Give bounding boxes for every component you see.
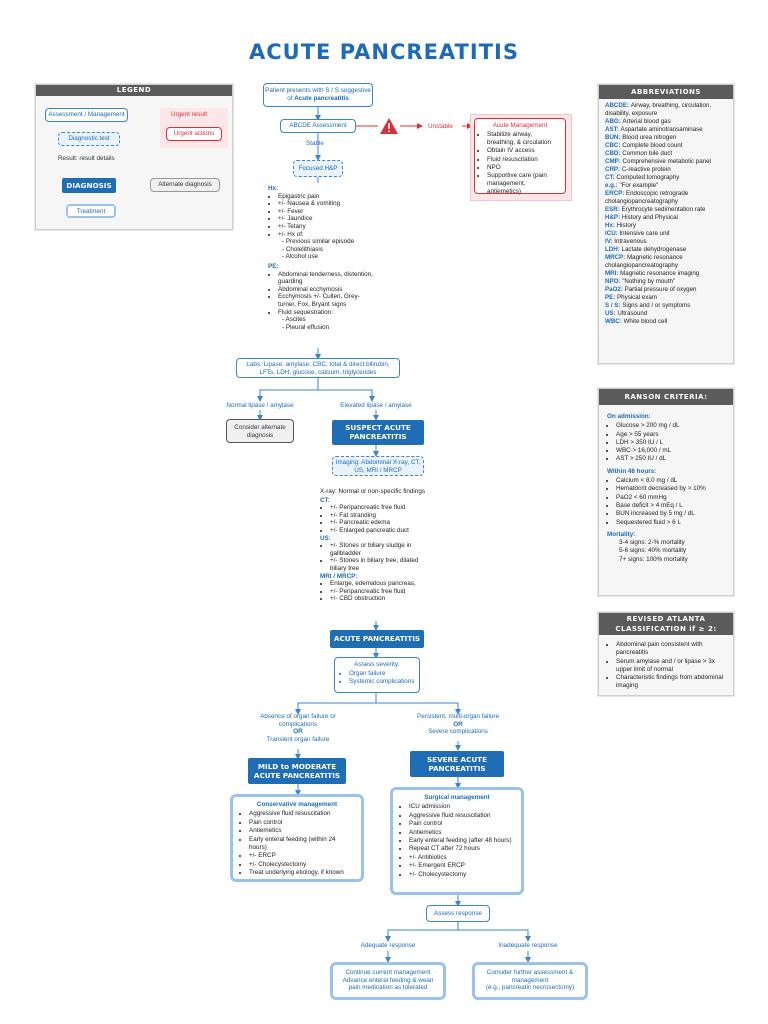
continue-title: Continue current management: [345, 969, 431, 976]
pe-item: • Ecchymosis +/- Cullen, Grey-turner, Fox, Bryant signs: [278, 293, 376, 308]
abbreviation-key: CMP:: [605, 158, 623, 165]
abbreviation-item: [605, 286, 727, 294]
hx-item: • +/- Jaundice: [278, 215, 376, 223]
abbreviation-value: "For example": [619, 182, 659, 189]
focused-hp-box: Focused H&P: [293, 160, 343, 177]
abbreviation-key: CBD:: [605, 150, 623, 157]
abbreviation-value: Airway, breathing, circulation, disability, exposure: [605, 102, 712, 117]
mri-item: • +/- Peripancreatic free fluid: [330, 588, 432, 596]
abbreviation-key: e.g.:: [605, 182, 620, 189]
surgical-item: • +/- Emergent ERCP: [409, 862, 515, 870]
within-list: [607, 477, 725, 527]
right-cond-1: Persistent, multi-organ failure: [417, 713, 499, 720]
severity-title: Assess severity:: [354, 661, 400, 668]
acute-pancreatitis-box: ACUTE PANCREATITIS: [330, 630, 424, 648]
imaging-findings: [320, 488, 432, 603]
within-item: • BUN increased by 5 mg / dL: [616, 510, 725, 518]
atlanta-header: REVISED ATLANTA CLASSIFICATION if ≥ 2:: [599, 613, 733, 635]
acute-management-item: • Supportive care (pain management, antiemetics): [487, 172, 561, 197]
severity-list: [339, 670, 415, 686]
mri-item: • Enlarge, edematous pancreas,: [330, 580, 432, 588]
atlanta-body: [599, 635, 733, 695]
severe-ap-box: SEVERE ACUTE PANCREATITIS: [410, 751, 504, 777]
severity-item: • Systemic complications: [349, 678, 415, 686]
us-list: [320, 542, 432, 572]
admission-item: • Age > 55 years: [616, 431, 725, 439]
hx-item: • Epigastric pain: [278, 193, 376, 201]
us-label: US:: [320, 534, 331, 542]
abbreviation-key: US:: [605, 310, 618, 317]
hx-item: • +/- Nausea & vomiting: [278, 200, 376, 208]
conservative-item: • Aggressive fluid resuscitation: [249, 810, 355, 818]
abbreviation-key: LDH:: [605, 246, 622, 253]
surgical-item: • Antiemetics: [409, 829, 515, 837]
abbreviation-key: WBC:: [605, 318, 624, 325]
abbreviation-key: CRP:: [605, 166, 622, 173]
start-box: Patient presents with S / S suggestive of Acute pancreatitis: [263, 83, 373, 107]
abbreviation-item: [605, 310, 727, 318]
abbreviation-key: CT:: [605, 174, 617, 181]
ct-item: • +/- Peripancreatic free fluid: [330, 504, 432, 512]
legend-treatment: Treatment: [66, 204, 116, 218]
hx-label: Hx:: [268, 185, 279, 192]
abbreviation-item: [605, 126, 727, 134]
ranson-body: [599, 405, 733, 568]
abbreviation-value: Computed tomography: [616, 174, 680, 181]
abbreviation-item: [605, 190, 727, 206]
abbreviation-key: BUN:: [605, 134, 623, 141]
labs-box: Labs: Lipase, amylase, CBC, total & direct bilirubin, LFTs, LDH, glucose, calcium, triglycerides: [236, 358, 400, 378]
abbreviation-key: H&P:: [605, 214, 622, 221]
mortality-label: Mortality:: [607, 530, 636, 538]
acute-management-title: Acute Management: [492, 122, 548, 129]
ranson-panel: [598, 388, 734, 596]
conservative-item: • Pain control: [249, 819, 355, 827]
abbreviation-key: NPO:: [605, 278, 623, 285]
abbreviation-key: S / S:: [605, 302, 623, 309]
conservative-item: • Antiemetics: [249, 827, 355, 835]
pe-list: [268, 271, 376, 317]
acute-management-item: • Fluid resuscitation: [487, 156, 561, 164]
further-title: Consider further assessment & management: [486, 969, 574, 984]
pe-label: PE:: [268, 262, 279, 270]
abbreviation-value: White blood cell: [623, 318, 668, 325]
abbreviation-item: [605, 182, 727, 190]
abbreviation-item: [605, 134, 727, 142]
atlanta-item: • Characteristic findings from abdominal imaging: [616, 674, 725, 691]
abbreviation-value: Physical exam: [617, 294, 657, 301]
ct-item: • +/- Fat stranding: [330, 512, 432, 520]
mri-label: MRI / MRCP:: [320, 572, 358, 580]
abbreviation-item: [605, 102, 727, 118]
pe-item: • Fluid sequestration:: [278, 309, 376, 317]
abbreviation-key: ERCP:: [605, 190, 626, 197]
abbreviation-value: Partial pressure of oxygen: [624, 286, 697, 293]
atlanta-list: [607, 641, 725, 691]
abbreviation-value: Arterial blood gas: [622, 118, 671, 125]
abbreviation-item: [605, 118, 727, 126]
abbreviation-value: History: [616, 222, 636, 229]
hx-item: • +/- Fever: [278, 208, 376, 216]
abbreviation-value: Lactate dehydrogenase: [621, 246, 687, 253]
page-title: ACUTE PANCREATITIS: [249, 40, 519, 64]
hx-list: [268, 193, 376, 239]
abbreviation-value: Magnetic resonance imaging: [620, 270, 700, 277]
mri-item: • +/- CBD obstruction: [330, 595, 432, 603]
us-item: • +/- Stones in biliary tree, dilated biliary tree: [330, 557, 432, 572]
abbreviation-value: Ultrasound: [617, 310, 648, 317]
adequate-label: Adequate response: [360, 942, 416, 949]
history-exam-section: [268, 185, 376, 331]
acute-management-box: [474, 118, 566, 194]
suspect-ap-box: SUSPECT ACUTE PANCREATITIS: [332, 420, 424, 445]
right-or: OR: [453, 720, 463, 728]
stable-label: Stable: [306, 140, 324, 147]
hx-item: • +/- Hx of:: [278, 231, 376, 239]
abbreviation-item: [605, 246, 727, 254]
abbreviation-value: Intensive care unit: [619, 230, 670, 237]
abbreviation-value: Magnetic resonance cholangiopancreatography: [605, 254, 683, 269]
surgical-item: • +/- Antibiotics: [409, 854, 515, 862]
left-cond-2: Transient organ failure: [266, 735, 330, 743]
conservative-item: • Early enteral feeding (within 24 hours): [249, 836, 355, 853]
mortality-item: 7+ signs: 100% mortality: [619, 555, 688, 563]
surgical-management-box: [390, 787, 524, 895]
hx-sub-item: - Previous similar episode: [282, 238, 355, 246]
abbreviation-key: Hx:: [605, 222, 617, 229]
xray-text: X-ray: Normal or non-specific findings: [320, 488, 425, 495]
surgical-item: • +/- Cholecystectomy: [409, 871, 515, 879]
legend-urgent-actions: Urgent actions: [166, 127, 222, 141]
abbreviation-key: PaO2:: [605, 286, 625, 293]
surgical-title: Surgical management: [424, 794, 490, 801]
abbreviation-item: [605, 254, 727, 270]
abcde-box: ABCDE Assessment: [280, 119, 356, 133]
abbreviation-value: History and Physical: [621, 214, 678, 221]
legend-assessment-box: Assessment / Management: [45, 108, 128, 122]
abbreviation-key: AST:: [605, 126, 621, 133]
admission-item: • AST > 250 IU / dL: [616, 455, 725, 463]
surgical-item: • Aggressive fluid resuscitation: [409, 812, 515, 820]
abbreviation-item: [605, 174, 727, 182]
ranson-header: RANSON CRITERIA:: [599, 389, 733, 405]
abbreviation-item: [605, 270, 727, 278]
abbreviation-value: Erythrocyte sedimentation rate: [621, 206, 706, 213]
conservative-management-box: [230, 794, 364, 882]
surgical-item: • Pain control: [409, 820, 515, 828]
legend-diagnostic-test: Diagnostic test: [58, 132, 120, 146]
abbreviation-key: ABG:: [605, 118, 623, 125]
abbreviation-item: [605, 222, 727, 230]
within-item: • Hematocrit decreased by > 10%: [616, 485, 725, 493]
admission-label: On admission:: [607, 413, 651, 420]
abbreviation-item: [605, 302, 727, 310]
abbreviation-value: Intravenous: [614, 238, 647, 245]
pe-item: • Abdominal ecchymosis: [278, 286, 376, 294]
abbreviations-panel: [598, 84, 734, 364]
mortality-list: [607, 539, 725, 564]
surgical-item: • ICU admission: [409, 803, 515, 811]
abbreviation-value: Signs and / or symptoms: [622, 302, 691, 309]
conservative-item: • +/- Cholecystectomy: [249, 861, 355, 869]
abbreviation-value: Aspartate aminotransaminase: [620, 126, 703, 133]
mri-list: [320, 580, 432, 603]
abbreviation-item: [605, 166, 727, 174]
pe-item: • Abdominal tenderness, distention, guarding: [278, 271, 376, 286]
right-condition: [402, 713, 514, 736]
pe-sub-list: [268, 316, 376, 331]
surgical-item: • Repeat CT after 72 hours: [409, 845, 515, 853]
abbreviation-key: IV:: [605, 238, 615, 245]
abbreviation-item: [605, 318, 727, 326]
atlanta-item: • Abdominal pain consistent with pancreatitis: [616, 641, 725, 658]
abbreviation-key: MRCP:: [605, 254, 627, 261]
ct-label: CT:: [320, 496, 330, 504]
abbreviation-key: ABCDE:: [605, 102, 631, 109]
left-cond-1: Absence of organ failure or complications: [260, 713, 336, 728]
admission-list: [607, 422, 725, 463]
within-item: • PaO2 < 60 mmHg: [616, 494, 725, 502]
abbreviation-value: Complete blood count: [622, 142, 683, 149]
atlanta-panel: [598, 612, 734, 696]
severity-item: • Organ failure: [349, 670, 415, 678]
assess-response-box: Assess response: [426, 905, 490, 922]
normal-lipase-label: Normal lipase / amylase: [226, 402, 294, 409]
atlanta-item: • Serum amylase and / or lipase > 3x upper limit of normal: [616, 658, 725, 675]
unstable-label: Unstable: [428, 123, 453, 130]
abbreviation-value: C-reactive protein: [621, 166, 671, 173]
legend-alternate: Alternate diagnosis: [150, 178, 220, 192]
abbreviation-item: [605, 150, 727, 158]
abbreviations-list: [599, 99, 733, 329]
abbreviation-item: [605, 206, 727, 214]
conservative-item: • Treat underlying etiology, if known: [249, 869, 355, 877]
consider-alternate-box: Consider alternate diagnosis: [226, 419, 294, 443]
mortality-item: 5-6 signs: 40% mortality: [619, 547, 687, 555]
conservative-title: Conservative management: [256, 801, 338, 808]
abbreviation-item: [605, 278, 727, 286]
conservative-list: [239, 810, 355, 877]
acute-management-list: [479, 131, 561, 197]
abbreviation-item: [605, 214, 727, 222]
ct-item: • +/- Pancreatic edema: [330, 519, 432, 527]
legend-result-details: Result: result details: [58, 155, 115, 162]
abbreviation-item: [605, 294, 727, 302]
surgical-item: • Early enteral feeding (after 48 hours): [409, 837, 515, 845]
right-cond-2: Severe complications: [428, 728, 488, 735]
abbreviation-value: Blood urea nitrogen: [622, 134, 677, 141]
within-item: • Sequestered fluid > 6 L: [616, 519, 725, 527]
abbreviation-value: Endoscopic retrograde cholangiopancreatography: [605, 190, 689, 205]
within-item: • Calcium < 8.0 mg / dL: [616, 477, 725, 485]
mortality-item: 3-4 signs: 2-% mortality: [619, 539, 685, 547]
abbreviations-header: ABBREVIATIONS: [599, 85, 733, 99]
abbreviation-key: PE:: [605, 294, 618, 301]
warning-icon: [380, 118, 398, 134]
severity-box: [334, 657, 420, 693]
abbreviation-item: [605, 142, 727, 150]
abbreviation-key: ICU:: [605, 230, 620, 237]
abbreviation-item: [605, 230, 727, 238]
inadequate-label: Inadequate response: [498, 942, 558, 949]
hx-sub-list: [268, 238, 376, 261]
hx-item: • +/- Tetany: [278, 223, 376, 231]
us-item: • +/- Stones or biliary sludge in gallbladder: [330, 542, 432, 557]
abbreviation-value: Common bile duct: [622, 150, 673, 157]
pe-sub-item: - Ascites: [282, 316, 306, 324]
within-item: • Base deficit > 4 mEq / L: [616, 502, 725, 510]
admission-item: • LDH > 350 IU / L: [616, 439, 725, 447]
abbreviation-key: MRI:: [605, 270, 621, 277]
abbreviation-value: Comprehensive metabolic panel: [622, 158, 711, 165]
legend-diagnosis: DIAGNOSIS: [62, 178, 116, 193]
further-detail: (e.g., pancreatic necrosectomy): [485, 984, 575, 992]
abbreviation-item: [605, 158, 727, 166]
legend-header: LEGEND: [36, 85, 232, 96]
further-management-box: [472, 962, 588, 1000]
ct-list: [320, 504, 432, 534]
admission-item: • WBC > 16,000 / mL: [616, 447, 725, 455]
hx-sub-item: - Alcohol use: [282, 253, 319, 261]
acute-management-item: • Stabilize airway, breathing, & circulation: [487, 131, 561, 147]
elevated-lipase-label: Elevated lipase / amylase: [340, 402, 412, 409]
surgical-list: [399, 803, 515, 879]
continue-management-box: [330, 962, 446, 1000]
conservative-item: • +/- ERCP: [249, 852, 355, 860]
acute-management-item: • NPO: [487, 164, 561, 172]
hx-sub-item: - Cholelithiasis: [282, 245, 323, 253]
abbreviation-item: [605, 238, 727, 246]
imaging-box: Imaging: Abdominal X-ray, CT, US, MRI / MRCP: [332, 456, 424, 476]
abbreviation-key: CBC:: [605, 142, 623, 149]
abbreviation-value: "Nothing by mouth": [622, 278, 676, 285]
continue-detail: Advance enteral feeding & wean pain medication as tolerated: [342, 976, 434, 992]
mild-ap-box: MILD to MODERATE ACUTE PANCREATITIS: [248, 758, 346, 784]
ct-item: • +/- Enlarged pancreatic duct: [330, 527, 432, 535]
abbreviation-key: ESR:: [605, 206, 622, 213]
left-or: OR: [293, 728, 303, 735]
left-condition: [254, 713, 342, 743]
acute-management-item: • Obtain IV access: [487, 147, 561, 155]
legend-urgent-result: Urgent result: [171, 111, 208, 118]
within-label: Within 48 hours:: [607, 467, 657, 475]
admission-item: • Glucose > 200 mg / dL: [616, 422, 725, 430]
pe-sub-item: - Pleural effusion: [282, 323, 330, 331]
